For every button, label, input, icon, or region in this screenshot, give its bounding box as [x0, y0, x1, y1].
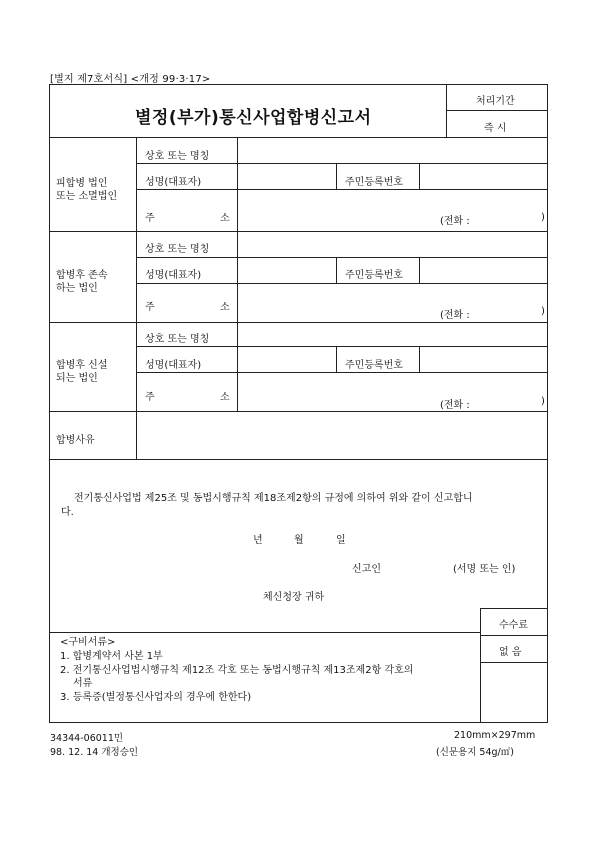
phone-close: ) — [541, 306, 545, 317]
section-label-surviving-corp-line2: 하는 법인 — [56, 283, 98, 294]
section-label-merged-corp-line2: 또는 소멸법인 — [56, 191, 118, 202]
report-form — [49, 84, 548, 723]
date-year-label: 년 — [253, 535, 263, 546]
recipient-label: 체신청장 귀하 — [263, 592, 325, 603]
processing-period-value: 즉 시 — [484, 123, 507, 134]
representative-label: 성명(대표자) — [145, 360, 202, 371]
section-label-surviving-corp: 합병후 존속 — [56, 270, 108, 281]
address-label-left: 주 — [145, 302, 155, 313]
document-item-1: 1. 합병계약서 사본 1부 — [60, 651, 163, 662]
section-label-new-corp-line2: 되는 법인 — [56, 373, 98, 384]
phone-close: ) — [541, 396, 545, 407]
merger-reason-label: 합병사유 — [56, 435, 95, 446]
fee-label: 수수료 — [499, 620, 528, 631]
statement-line1: 전기통신사업법 제25조 및 동법시행규칙 제18조제2항의 규정에 의하여 위와 같이 신고합니 — [74, 493, 473, 504]
date-month-label: 월 — [294, 535, 304, 546]
documents-heading: <구비서류> — [60, 637, 116, 648]
form-number-label: [별지 제7호서식] <개정 99·3·17> — [50, 74, 211, 85]
company-name-label: 상호 또는 명칭 — [145, 334, 210, 345]
approval-date: 98. 12. 14 개정승인 — [50, 747, 139, 758]
company-name-label: 상호 또는 명칭 — [145, 244, 210, 255]
paper-size: 210mm×297mm — [454, 730, 536, 741]
document-item-2: 2. 전기통신사업법시행규칙 제12조 각호 또는 동법시행규칙 제13조제2항 각호의 — [60, 665, 414, 676]
address-label-right: 소 — [220, 213, 230, 224]
resident-number-label: 주민등록번호 — [345, 360, 403, 371]
date-day-label: 일 — [336, 535, 346, 546]
document-item-3: 3. 등록증(별정통신사업자의 경우에 한한다) — [60, 692, 252, 703]
representative-label: 성명(대표자) — [145, 270, 202, 281]
section-label-merged-corp: 피합병 법인 — [56, 178, 108, 189]
phone-label: (전화 : — [440, 310, 470, 321]
resident-number-label: 주민등록번호 — [345, 270, 403, 281]
representative-label: 성명(대표자) — [145, 177, 202, 188]
section-label-new-corp: 합병후 신설 — [56, 360, 108, 371]
address-label-left: 주 — [145, 213, 155, 224]
signature-label: (서명 또는 인) — [453, 564, 516, 575]
paper-type: (신문용지 54g/㎡) — [436, 747, 514, 758]
resident-number-label: 주민등록번호 — [345, 177, 403, 188]
processing-period-label: 처리기간 — [476, 96, 515, 107]
company-name-label: 상호 또는 명칭 — [145, 151, 210, 162]
phone-label: (전화 : — [440, 216, 470, 227]
form-title: 별정(부가)통신사업합병신고서 — [135, 108, 372, 128]
fee-value: 없 음 — [499, 647, 522, 658]
address-label-left: 주 — [145, 392, 155, 403]
form-code: 34344-06011민 — [50, 733, 124, 744]
declarant-label: 신고인 — [352, 564, 381, 575]
address-label-right: 소 — [220, 392, 230, 403]
document-item-2-cont: 서류 — [73, 678, 93, 689]
address-label-right: 소 — [220, 302, 230, 313]
phone-close: ) — [541, 212, 545, 223]
statement-line2: 다. — [61, 507, 74, 518]
phone-label: (전화 : — [440, 400, 470, 411]
